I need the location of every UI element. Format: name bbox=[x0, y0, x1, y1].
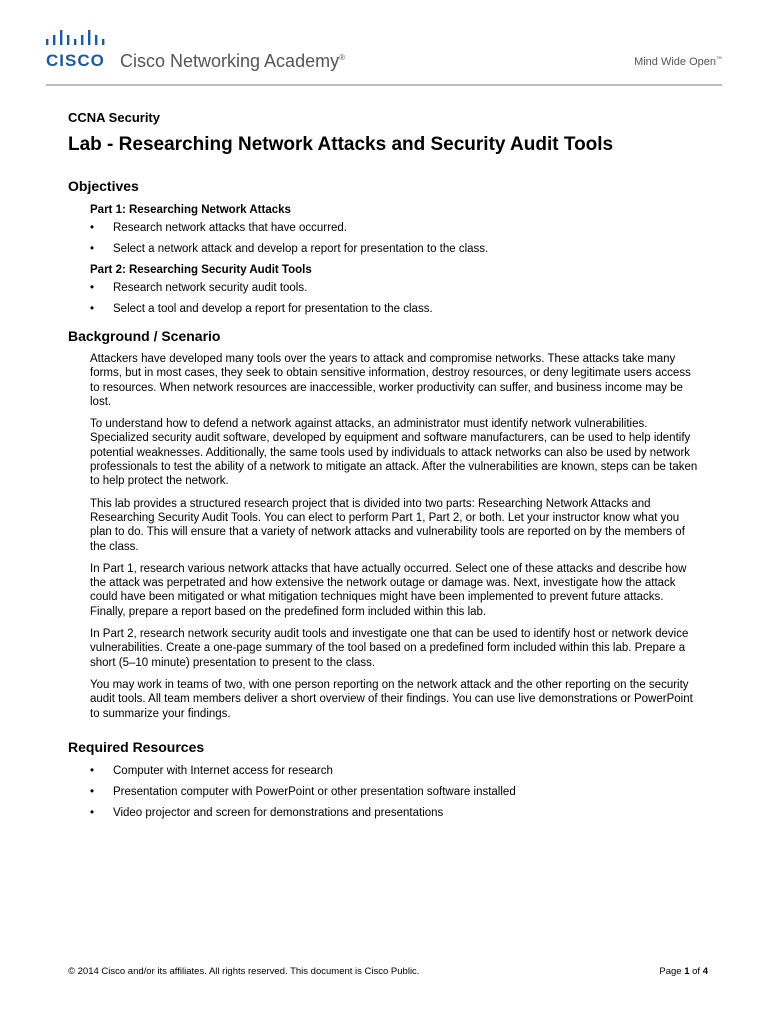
background-paragraph: Attackers have developed many tools over the years to attack and compromise networks. These attacks take many forms, but in most cases, they seek to obtain sensitive information, destroy resources, or deny legitimate users access to resources. When network resources are inaccessible, worker productivity can suffer, and business income may be lost. bbox=[90, 353, 691, 408]
list-item: • Research network security audit tools. bbox=[90, 282, 708, 294]
part1-list bbox=[90, 222, 708, 255]
document-body bbox=[68, 110, 708, 828]
page-number: Page 1 of 4 bbox=[659, 966, 708, 977]
list-item: • Select a network attack and develop a report for presentation to the class. bbox=[90, 243, 708, 255]
part2-list bbox=[90, 282, 708, 315]
page-header bbox=[0, 0, 768, 88]
background-paragraph: In Part 2, research network security audit tools and investigate one that can be used to identify host or network device vulnerabilities. Create a one-page summary of the tool based on a predefined form included within this lab. Prepare a short (5–10 minute) presentation to present to the class. bbox=[90, 628, 689, 669]
header-divider bbox=[46, 84, 722, 86]
background-paragraph: You may work in teams of two, with one person reporting on the network attack and the other reporting on the security audit tools. All team members deliver a short overview of their findings. You can use live demonstrations or PowerPoint to summarize your findings. bbox=[90, 678, 693, 720]
part2-title: Part 2: Researching Security Audit Tools bbox=[90, 264, 312, 276]
background-paragraph: This lab provides a structured research project that is divided into two parts: Researching Network Attacks and Researching Security Audit Tools. You can elect to perform Part 1, Part 2, or both. Let your instructor know what you plan to do. This will ensure that a variety of network attacks and vulnerability tools are reported on by the members of the class. bbox=[90, 497, 685, 553]
list-item: • Presentation computer with PowerPoint or other presentation software installed bbox=[90, 786, 708, 798]
list-item: • Video projector and screen for demonstrations and presentations bbox=[90, 807, 708, 819]
background-heading: Background / Scenario bbox=[68, 328, 221, 344]
resources-heading: Required Resources bbox=[68, 738, 205, 755]
part1-title: Part 1: Researching Network Attacks bbox=[90, 204, 291, 216]
list-item: • Research network attacks that have occurred. bbox=[90, 222, 708, 234]
copyright-text: © 2014 Cisco and/or its affiliates. All rights reserved. This document is Cisco Public. bbox=[68, 966, 420, 977]
tagline: Mind Wide Open™ bbox=[634, 56, 722, 68]
resources-list bbox=[90, 765, 708, 819]
page-title: Lab - Researching Network Attacks and Security Audit Tools bbox=[68, 134, 614, 155]
cisco-wordmark: CISCO bbox=[46, 51, 105, 70]
list-item: • Computer with Internet access for research bbox=[90, 765, 708, 777]
background-paragraph: To understand how to defend a network against attacks, an administrator must identify network vulnerabilities. Specialized security audit software, developed by equipment and software manufacturers, can be used to help identify potential weaknesses. Additionally, the same tools used by individuals to attack networks can also be used by network professionals to test the ability of a network to mitigate an attack. After the vulnerabilities are known, steps can be taken to help protect the network. bbox=[90, 418, 698, 488]
cisco-logo-icon bbox=[46, 30, 112, 48]
course-name: CCNA Security bbox=[68, 110, 160, 125]
list-item: • Select a tool and develop a report for presentation to the class. bbox=[90, 303, 708, 315]
background-paragraph: In Part 1, research various network attacks that have actually occurred. Select one of these attacks and describe how the attack was perpetrated and how extensive the network outage or damage was. Next, investigate how the attack could have been mitigated or what mitigation techniques might have been implemented to prevent future attacks. Finally, prepare a report based on the predefined form included within this lab. bbox=[90, 562, 687, 618]
academy-name: Cisco Networking Academy® bbox=[120, 51, 345, 71]
objectives-heading: Objectives bbox=[68, 178, 139, 194]
